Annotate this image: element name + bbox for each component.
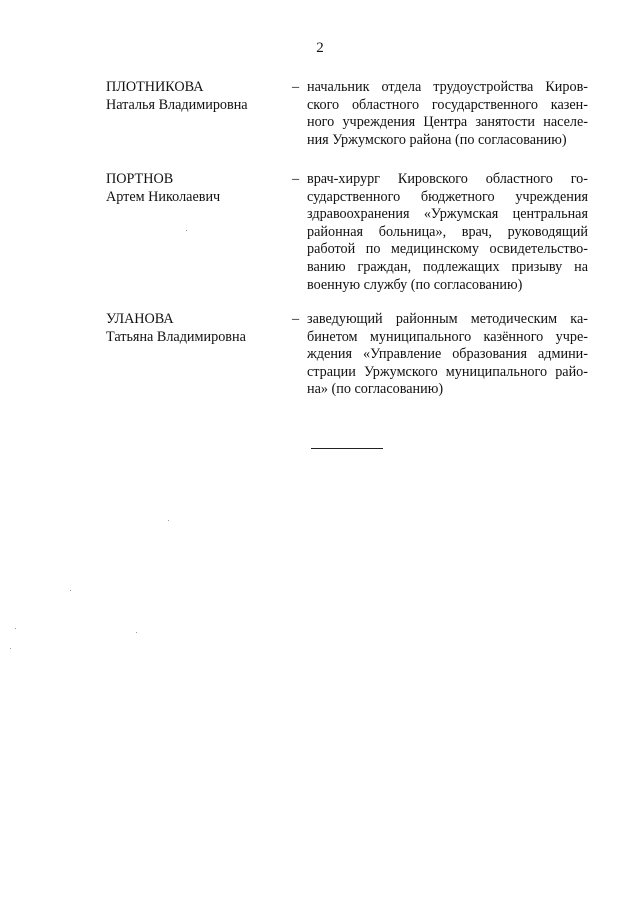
role-line: ского областного государственного казен- bbox=[307, 96, 588, 113]
role-line: ного учреждения Центра занятости населе- bbox=[307, 114, 588, 131]
member-role bbox=[307, 79, 588, 149]
role-line: военную службу (по согласованию) bbox=[307, 276, 523, 293]
member-surname: УЛАНОВА bbox=[106, 311, 174, 327]
dash-separator: – bbox=[292, 171, 300, 187]
role-line: заведующий районным методическим ка- bbox=[307, 311, 588, 327]
role-line: бинетом муниципального казённого учре- bbox=[307, 328, 588, 345]
page-number: 2 bbox=[316, 40, 324, 56]
role-line: ванию граждан, подлежащих призыву на bbox=[307, 258, 588, 275]
dash-separator: – bbox=[292, 311, 300, 327]
member-name bbox=[106, 79, 281, 114]
role-line: врач-хирург Кировского областного го- bbox=[307, 171, 588, 187]
scan-speck bbox=[136, 632, 137, 633]
member-surname: ПЛОТНИКОВА bbox=[106, 79, 204, 95]
role-line: ния Уржумского района (по согласованию) bbox=[307, 131, 567, 148]
member-role bbox=[307, 311, 588, 399]
role-line: начальник отдела трудоустройства Киров- bbox=[307, 79, 588, 95]
scan-speck bbox=[70, 590, 71, 591]
role-line: сударственного бюджетного учреждения bbox=[307, 188, 588, 205]
member-given-names: Артем Николаевич bbox=[106, 188, 221, 205]
role-line: ждения «Управление образования админи- bbox=[307, 346, 588, 363]
scan-speck bbox=[10, 648, 11, 649]
member-given-names: Татьяна Владимировна bbox=[106, 328, 246, 345]
dash-separator: – bbox=[292, 79, 300, 95]
role-line: на» (по согласованию) bbox=[307, 381, 444, 398]
role-line: здравоохранения «Уржумская центральная bbox=[307, 206, 588, 223]
member-given-names: Наталья Владимировна bbox=[106, 96, 248, 113]
scan-speck bbox=[168, 520, 169, 521]
role-line: районная больница», врач, руководящий bbox=[307, 223, 588, 240]
member-name bbox=[106, 311, 281, 346]
role-line: работой по медицинскому освидетельство- bbox=[307, 241, 588, 258]
scan-speck bbox=[186, 230, 187, 231]
member-role bbox=[307, 171, 588, 294]
scan-speck bbox=[15, 628, 16, 629]
member-surname: ПОРТНОВ bbox=[106, 171, 174, 187]
role-line: страции Уржумского муниципального райо- bbox=[307, 363, 588, 380]
member-name bbox=[106, 171, 281, 206]
closing-rule bbox=[311, 448, 383, 449]
